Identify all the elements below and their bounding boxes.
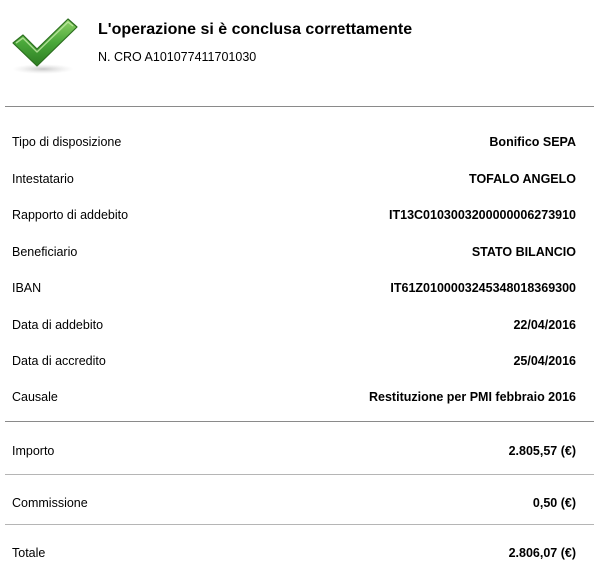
detail-row-iban — [12, 278, 576, 298]
detail-row-intestatario — [12, 169, 576, 189]
detail-value: TOFALO ANGELO — [469, 172, 576, 186]
page-title: L'operazione si è conclusa correttamente — [98, 21, 413, 38]
amount-value: 0,50 (€) — [532, 496, 576, 510]
amount-value: 2.805,57 (€) — [508, 444, 576, 458]
commissione-divider — [5, 524, 594, 525]
detail-label: Beneficiario — [12, 245, 78, 259]
detail-row-data-addebito — [12, 315, 576, 335]
amount-label: Importo — [12, 444, 55, 458]
details-divider — [5, 421, 594, 422]
detail-label: Causale — [12, 390, 58, 404]
importo-divider — [5, 474, 594, 475]
detail-value: IT61Z0100003245348018369300 — [390, 281, 576, 295]
detail-value: Bonifico SEPA — [489, 135, 576, 149]
header-divider — [5, 106, 594, 107]
detail-row-tipo — [12, 132, 576, 152]
detail-value: STATO BILANCIO — [471, 245, 576, 259]
detail-row-rapporto — [12, 205, 576, 225]
amount-label: Commissione — [12, 496, 88, 510]
detail-label: Data di accredito — [12, 354, 106, 368]
detail-label: Tipo di disposizione — [12, 135, 122, 149]
detail-row-causale — [12, 387, 576, 407]
checkmark-icon — [10, 16, 80, 76]
detail-row-beneficiario — [12, 242, 576, 262]
detail-value: IT13C0103003200000006273910 — [389, 208, 576, 222]
detail-value: Restituzione per PMI febbraio 2016 — [369, 390, 576, 404]
amount-value: 2.806,07 (€) — [508, 546, 576, 560]
detail-value: 25/04/2016 — [513, 354, 576, 368]
detail-label: Data di addebito — [12, 318, 104, 332]
detail-row-data-accredito — [12, 351, 576, 371]
amount-row-totale — [12, 543, 576, 563]
detail-label: Intestatario — [12, 172, 74, 186]
confirmation-header — [0, 0, 594, 106]
detail-label: Rapporto di addebito — [12, 208, 129, 222]
amount-row-commissione — [12, 493, 576, 513]
detail-value: 22/04/2016 — [513, 318, 576, 332]
cro-number: N. CRO A101077411701030 — [98, 50, 257, 64]
detail-label: IBAN — [12, 281, 42, 295]
amount-row-importo — [12, 441, 576, 461]
amount-label: Totale — [12, 546, 46, 560]
